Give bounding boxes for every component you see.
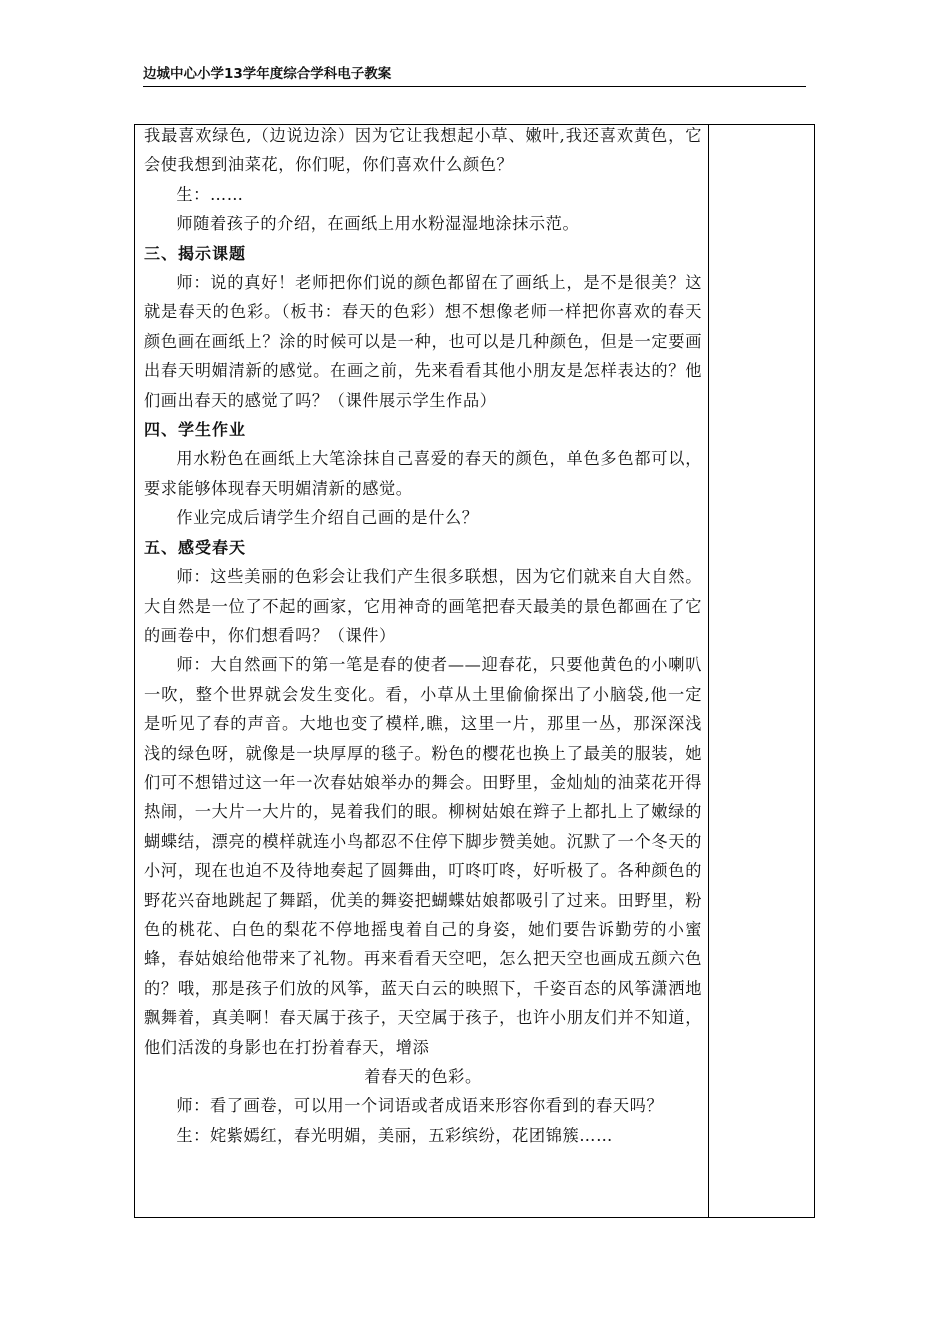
paragraph: 师：说的真好！老师把你们说的颜色都留在了画纸上，是不是很美？这就是春天的色彩。（板书：春天的色彩）想不想像老师一样把你喜欢的春天颜色画在画纸上？涂的时候可以是一种，也可以是几种颜色，但是一定要画出春天明媚清新的感觉。在画之前，先来看看其他小朋友是怎样表达的？他们画出春天的感觉了吗？（课件展示学生作品）: [144, 273, 702, 410]
student-response: 生：姹紫嫣红，春光明媚，美丽，五彩缤纷，花团锦簇……: [176, 1125, 613, 1145]
paragraph: 作业完成后请学生介绍自己画的是什么？: [176, 508, 479, 528]
section-heading: 五、感受春天: [144, 537, 247, 557]
paragraph: 我最喜欢绿色,（边说边涂）因为它让我想起小草、嫩叶,我还喜欢黄色，它会使我想到油菜花，你们呢，你们喜欢什么颜色？: [144, 126, 702, 175]
paragraph: 师随着孩子的介绍，在画纸上用水粉湿湿地涂抹示范。: [176, 214, 580, 234]
section-heading: 三、揭示课题: [144, 243, 247, 263]
student-response: 生：……: [176, 184, 244, 204]
paragraph-tail: 着春天的色彩。: [364, 1067, 482, 1086]
lesson-content: [144, 121, 702, 1150]
table-column-divider: [708, 124, 709, 1218]
section-heading: 四、学生作业: [144, 420, 247, 440]
paragraph: 师：大自然画下的第一笔是春的使者——迎春花，只要他黄色的小喇叭一吹，整个世界就会发生变化。看，小草从土里偷偷探出了小脑袋,他一定是听见了春的声音。大地也变了模样,瞧，这里一片，那里一丛，那深深浅浅的绿色呀，就像是一块厚厚的毯子。粉色的樱花也换上了最美的服装，她们可不想错过这一年一次春姑娘举办的舞会。田野里，金灿灿的油菜花开得热闹，一大片一大片的，晃着我们的眼。柳树姑娘在辫子上都扎上了嫩绿的蝴蝶结，漂亮的模样就连小鸟都忍不住停下脚步赞美她。沉默了一个冬天的小河，现在也迫不及待地奏起了圆舞曲，叮咚叮咚，好听极了。各种颜色的野花兴奋地跳起了舞蹈，优美的舞姿把蝴蝶姑娘都吸引了过来。田野里，粉色的桃花、白色的梨花不停地摇曳着自己的身姿，她们要告诉勤劳的小蜜蜂，春姑娘给他带来了礼物。再来看看天空吧，怎么把天空也画成五颜六色的？哦，那是孩子们放的风筝，蓝天白云的映照下，千姿百态的风筝潇洒地飘舞着，真美啊！春天属于孩子，天空属于孩子，也许小朋友们并不知道，他们活泼的身影也在打扮着春天，增添: [144, 655, 702, 1057]
paragraph: 师：这些美丽的色彩会让我们产生很多联想，因为它们就来自大自然。大自然是一位了不起的画家，它用神奇的画笔把春天最美的景色都画在了它的画卷中，你们想看吗？（课件）: [144, 567, 702, 645]
paragraph: 用水粉色在画纸上大笔涂抹自己喜爱的春天的颜色，单色多色都可以，要求能够体现春天明媚清新的感觉。: [144, 449, 702, 498]
paragraph: 师：看了画卷，可以用一个词语或者成语来形容你看到的春天吗？: [176, 1096, 664, 1116]
page-header: 边城中心小学13学年度综合学科电子教案: [143, 64, 806, 87]
